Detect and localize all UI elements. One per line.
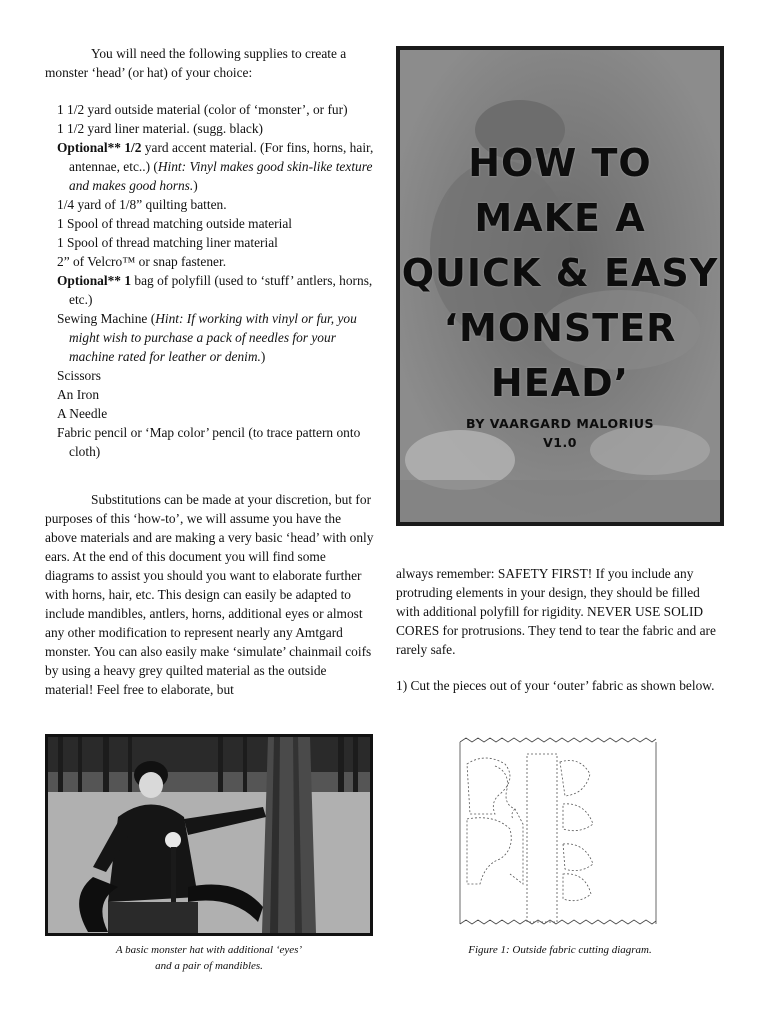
step-1-paragraph: 1) Cut the pieces out of your ‘outer’ fabric as shown below.: [396, 678, 715, 693]
pattern-piece: [467, 758, 510, 814]
photo-caption-line: and a pair of mandibles.: [155, 960, 263, 972]
author-line: BY VAARGARD MALORIUS: [465, 416, 655, 431]
supply-item: Scissors: [57, 368, 101, 383]
cover-title-line: QUICK & EASY: [401, 251, 719, 295]
cover-byline: [400, 414, 720, 452]
pattern-pieces: [467, 754, 593, 922]
supply-item: 2” of Velcro™ or snap fastener.: [57, 254, 227, 269]
photo-caption: [45, 942, 373, 974]
safety-paragraph: always remember: SAFETY FIRST! If you include any protruding elements in your design, they should be filled with additional polyfill for rigidity. NEVER USE SOLID CORES for protrusions. They tend to tear the fabric and are rarely safe.: [396, 566, 716, 657]
pattern-piece: [563, 844, 593, 871]
supply-item: An Iron: [57, 387, 100, 402]
cover-panel: [396, 46, 724, 526]
pattern-piece: [512, 809, 515, 819]
pattern-piece: [560, 761, 590, 797]
supply-item: Fabric pencil or ‘Map color’ pencil (to trace pattern onto cloth): [57, 425, 361, 459]
supply-item: 1 1/2 yard outside material (color of ‘monster’, or fur): [57, 102, 348, 117]
cover-title-line: MAKE A: [474, 196, 646, 240]
supply-item: Sewing Machine (Hint: If working with vinyl or fur, you might wish to purchase a pack of needles for your machine rated for leather or denim.): [57, 311, 357, 364]
fabric-top-edge: [460, 738, 656, 742]
supply-item: A Needle: [57, 406, 108, 421]
supply-item: Optional** 1 bag of polyfill (used to ‘stuff’ antlers, horns, etc.): [57, 273, 373, 307]
supply-item: 1 1/2 yard liner material. (sugg. black): [57, 121, 263, 136]
pattern-piece: [563, 874, 591, 901]
cover-title-line: HEAD’: [490, 361, 630, 405]
supplies-list: [57, 100, 375, 461]
cover-title-line: ‘MONSTER: [443, 306, 677, 350]
pattern-piece: [527, 754, 557, 922]
photo-illustration: [48, 737, 370, 933]
supply-item: 1 Spool of thread matching outside material: [57, 216, 293, 231]
supply-item: 1 Spool of thread matching liner material: [57, 235, 278, 250]
figure-caption: Figure 1: Outside fabric cutting diagram.: [468, 944, 652, 956]
supply-item: Optional** 1/2 yard accent material. (For fins, horns, hair, antennae, etc..) (Hint: Vinyl makes good skin-like texture and makes good horns.): [57, 140, 374, 193]
photo-caption-line: A basic monster hat with additional ‘eyes’: [115, 944, 303, 956]
supply-item: 1/4 yard of 1/8” quilting batten.: [57, 197, 227, 212]
cover-title: [400, 136, 720, 411]
pattern-piece: [467, 818, 511, 884]
pattern-piece: [563, 804, 593, 831]
monster-hat-photo: [45, 734, 373, 936]
pattern-piece: [495, 766, 523, 884]
fabric-bottom-edge: [460, 920, 656, 924]
cutting-diagram: [455, 734, 665, 930]
substitutions-paragraph: Substitutions can be made at your discretion, but for purposes of this ‘how-to’, we will assume you have the above materials and are making a very basic ‘head’ with only ears. At the end of this document you will find some diagrams to assist you should you want to elaborate further with horns, hair, etc. This design can easily be adapted to include mandibles, antlers, horns, additional eyes or almost any other modification to represent nearly any Amtgard monster. You can also easily make ‘simulate’ chainmail coifs by using a heavy grey quilted material as the outside material! Feel free to elaborate, but: [45, 492, 374, 697]
intro-paragraph: You will need the following supplies to create a monster ‘head’ (or hat) of your choice:: [45, 46, 347, 80]
version-label: V1.0: [543, 435, 577, 450]
cover-title-line: HOW TO: [468, 141, 652, 185]
